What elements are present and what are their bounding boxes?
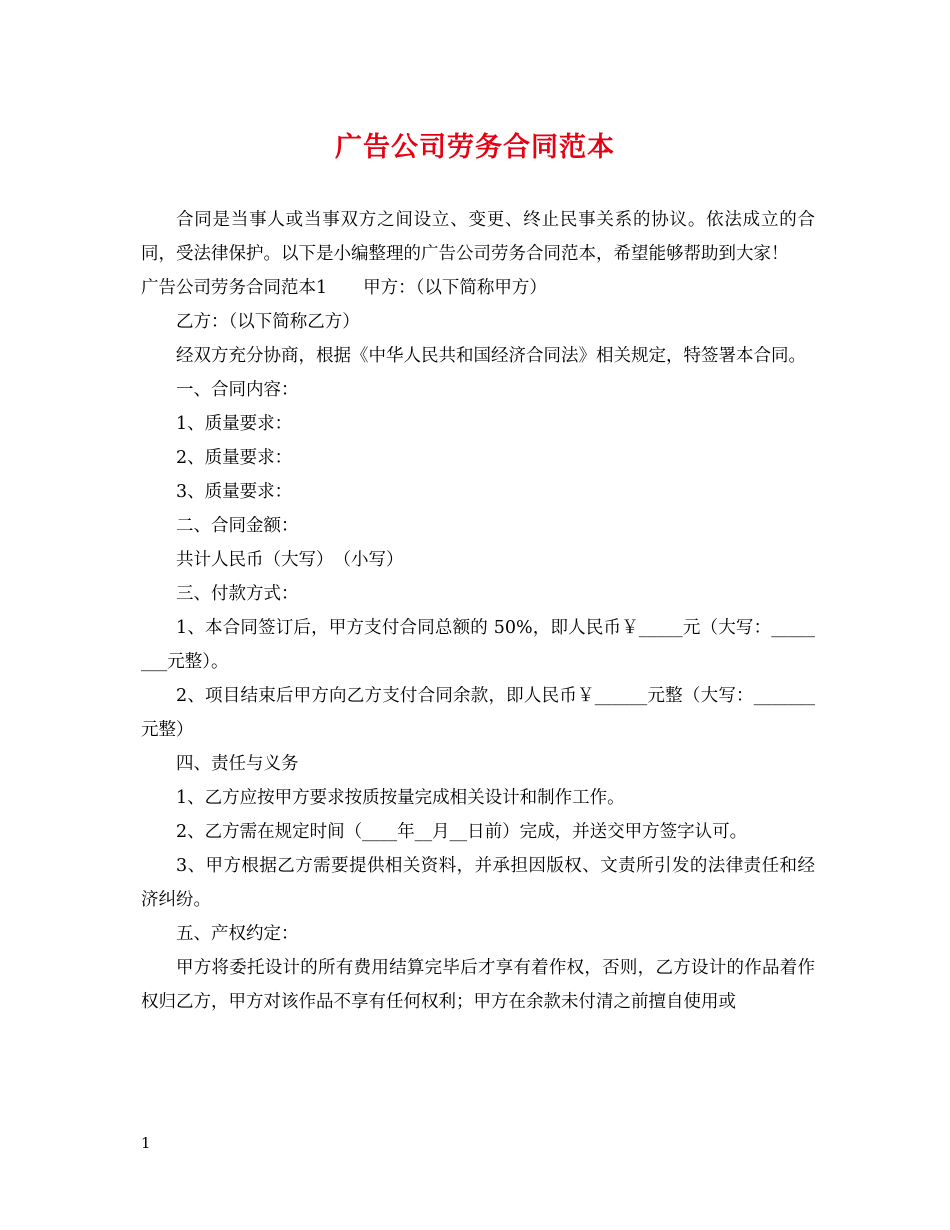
- quality-requirement-2: 2、质量要求：: [176, 448, 293, 468]
- party-a-label: 甲方：（以下简称甲方）: [363, 278, 547, 298]
- document-title: 广告公司劳务合同范本: [335, 132, 615, 163]
- section-4-heading: 四、责任与义务: [176, 754, 299, 774]
- contract-heading-line: [141, 271, 815, 305]
- duty-clause-3: 3、甲方根据乙方需要提供相关资料，并承担因版权、文责所引发的法律责任和经济纠纷。: [141, 856, 815, 910]
- property-clause: 甲方将委托设计的所有费用结算完毕后才享有着作权，否则，乙方设计的作品着作权归乙方，甲方对该作品不享有任何权利；甲方在余款未付清之前擅自使用或: [141, 958, 815, 1012]
- quality-requirement-3: 3、质量要求：: [176, 482, 293, 502]
- duty-clause-1: 1、乙方应按甲方要求按质按量完成相关设计和制作工作。: [176, 788, 625, 808]
- page-number: 1: [141, 1134, 151, 1152]
- section-5-heading: 五、产权约定：: [176, 924, 299, 944]
- document-body: [141, 203, 815, 1019]
- payment-clause-2: 2、项目结束后甲方向乙方支付合同余款，即人民币￥______元整（大写：_______元整）: [141, 686, 815, 740]
- quality-requirement-1: 1、质量要求：: [176, 414, 293, 434]
- payment-clause-1: 1、本合同签订后，甲方支付合同总额的 50%，即人民币￥_____元（大写：________元整）。: [141, 618, 815, 672]
- party-b-label: 乙方：（以下简称乙方）: [176, 312, 360, 332]
- amount-line: 共计人民币（大写） （小写）: [176, 550, 404, 570]
- duty-clause-2: 2、乙方需在规定时间（____年__月__日前）完成，并送交甲方签字认可。: [176, 822, 748, 842]
- preamble-paragraph: 经双方充分协商，根据《中华人民共和国经济合同法》相关规定，特签署本合同。: [176, 346, 806, 366]
- section-1-heading: 一、合同内容：: [176, 380, 299, 400]
- section-3-heading: 三、付款方式：: [176, 584, 299, 604]
- section-2-heading: 二、合同金额：: [176, 516, 299, 536]
- intro-paragraph: 合同是当事人或当事双方之间设立、变更、终止民事关系的协议。依法成立的合同，受法律保护。以下是小编整理的广告公司劳务合同范本，希望能够帮助到大家！: [141, 210, 815, 264]
- contract-heading-title: 广告公司劳务合同范本1: [141, 278, 328, 298]
